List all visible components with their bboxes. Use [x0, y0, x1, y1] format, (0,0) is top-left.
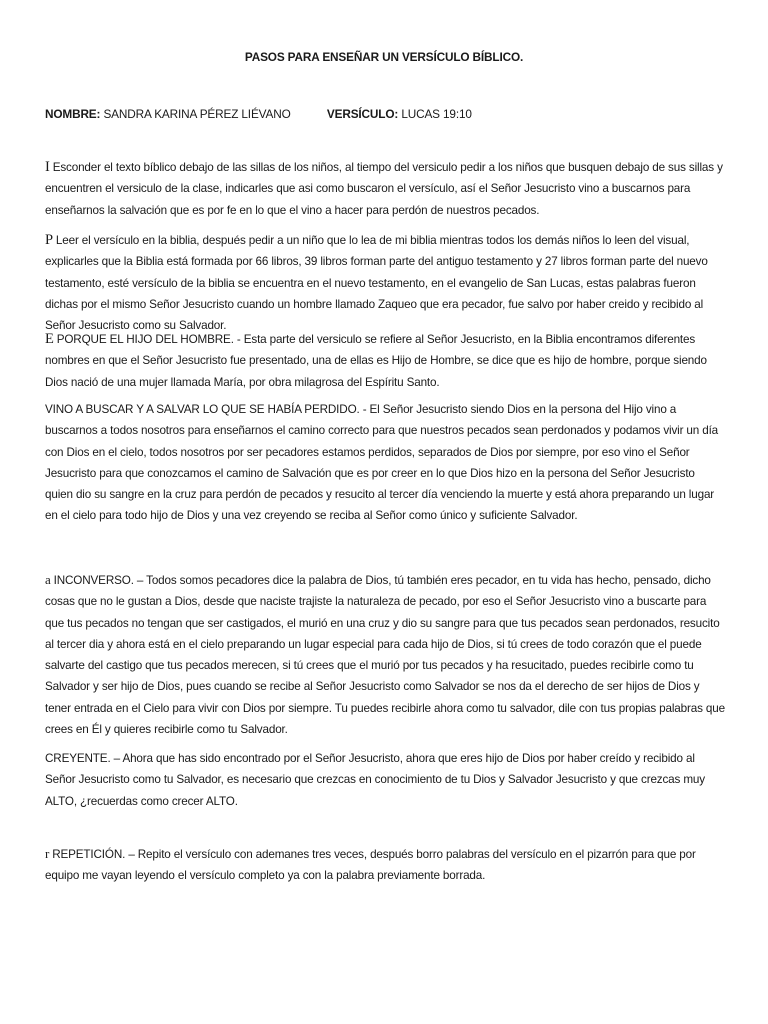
paragraph-text: Leer el versículo en la biblia, después pedir a un niño que lo lea de mi biblia mientras todos los demás niños lo leen del visual, explicarles que la Biblia está formada por 66 libros, 39 libros forman parte del antiguo testamento y 27 libros forman parte del nuevo testamento, esté versículo de la biblia se encuentra en el nuevo testamento, en el evangelio de San Lucas, estas palabras fueron dichas por el mismo Señor Jesucristo cuando un hombre llamado Zaqueo que era pecador, fue salvo por haber creido y recibido al Señor Jesucristo como su Salvador. — [45, 234, 708, 333]
page-title: PASOS PARA ENSEÑAR UN VERSÍCULO BÍBLICO. — [244, 50, 524, 64]
paragraph-text: REPETICIÓN. – Repito el versículo con ademanes tres veces, después borro palabras del versículo en el pizarrón para que por equipo me vayan leyendo el versículo completo ya con la palabra previamente borrada. — [45, 848, 696, 883]
paragraph-esconder — [45, 157, 725, 221]
versiculo-value: LUCAS 19:10 — [401, 107, 472, 121]
paragraph-inconverso — [45, 569, 725, 740]
paragraph-text: PORQUE EL HIJO DEL HOMBRE. - Esta parte del versiculo se refiere al Señor Jesucristo, en la Biblia encontramos diferentes nombres en que el Señor Jesucristo fue presentado, una de ellas es Hijo de Hombre, se dice que es hijo de hombre, porque siendo Dios nació de una mujer llamada María, por obra milagrosa del Espíritu Santo. — [45, 333, 707, 389]
paragraph-leer — [45, 230, 725, 336]
paragraph-lead-letter: I — [45, 159, 50, 175]
paragraph-creyente — [45, 748, 725, 812]
paragraph-text: VINO A BUSCAR Y A SALVAR LO QUE SE HABÍA PERDIDO. - El Señor Jesucristo siendo Dios en la persona del Hijo vino a buscarnos a todos nosotros para enseñarnos el camino correcto para que nuestros pecados sean perdonados y podamos vivir un día con Dios en el cielo, todos nosotros por ser pecadores estamos perdidos, separados de Dios por siempre, por eso vino el Señor Jesucristo para que conozcamos el camino de Salvación que es por creer en lo que Dios hizo en la persona del Señor Jesucristo quien dio su sangre en la cruz para perdón de pecados y resucito al tercer día venciendo la muerte y está ahora preparando un lugar en el cielo para todo hijo de Dios y una vez creyendo se reciba al Señor como único y suficiente Salvador. — [45, 403, 719, 523]
versiculo-label: VERSÍCULO: — [326, 107, 399, 121]
paragraph-lead-letter: P — [45, 232, 53, 248]
paragraph-hijo-del-hombre — [45, 329, 725, 393]
paragraph-lead-letter: a — [45, 572, 51, 587]
nombre-label: NOMBRE: — [45, 107, 101, 121]
paragraph-text: Esconder el texto bíblico debajo de las sillas de los niños, al tiempo del versiculo pedir a los niños que busquen debajo de sus sillas y encuentren el versiculo de la clase, indicarles que asi como buscaron el versículo, así el Señor Jesucristo vino a buscarnos para enseñarnos la salvación que es por fe en lo que el vino a hacer para perdón de nuestros pecados. — [45, 161, 723, 217]
paragraph-lead-letter: r — [45, 846, 50, 861]
paragraph-text: INCONVERSO. – Todos somos pecadores dice la palabra de Dios, tú también eres pecador, en tu vida has hecho, pensado, dicho cosas que no le gustan a Dios, desde que naciste trajiste la naturaleza de pecado, por eso el Señor Jesucristo vino a buscarte para que tus pecados no tengan que ser castigados, el murió en una cruz y dio su sangre para que tus pecados sean perdonados, resucito al tercer dia y ahora está en el cielo preparando un lugar especial para cada hijo de Dios, si tú crees de todo corazón que el puede salvarte del castigo que tus pecados merecen, si tú crees que el murió por tus pecados y ha resucitado, puedes recibirle como tu Salvador y ser hijo de Dios, pues cuando se recibe al Señor Jesucristo como Salvador se nos da el derecho de ser hijos de Dios y tener entrada en el Cielo para vivir con Dios por siempre. Tu puedes recibirle ahora como tu salvador, dile con tus propias palabras que crees en Él y quieres recibirle como tu Salvador. — [45, 574, 725, 737]
paragraph-repeticion — [45, 843, 725, 887]
paragraph-vino-a-buscar — [45, 399, 725, 527]
paragraph-lead-letter: E — [45, 331, 54, 347]
header-info — [45, 107, 472, 121]
paragraph-text: CREYENTE. – Ahora que has sido encontrado por el Señor Jesucristo, ahora que eres hijo de Dios por haber creído y recibido al Señor Jesucristo como tu Salvador, es necesario que crezcas en conocimiento de tu Dios y Salvador Jesucristo y que crezcas muy ALTO, ¿recuerdas como crecer ALTO. — [45, 752, 705, 808]
nombre-value: SANDRA KARINA PÉREZ LIÉVANO — [103, 107, 291, 121]
